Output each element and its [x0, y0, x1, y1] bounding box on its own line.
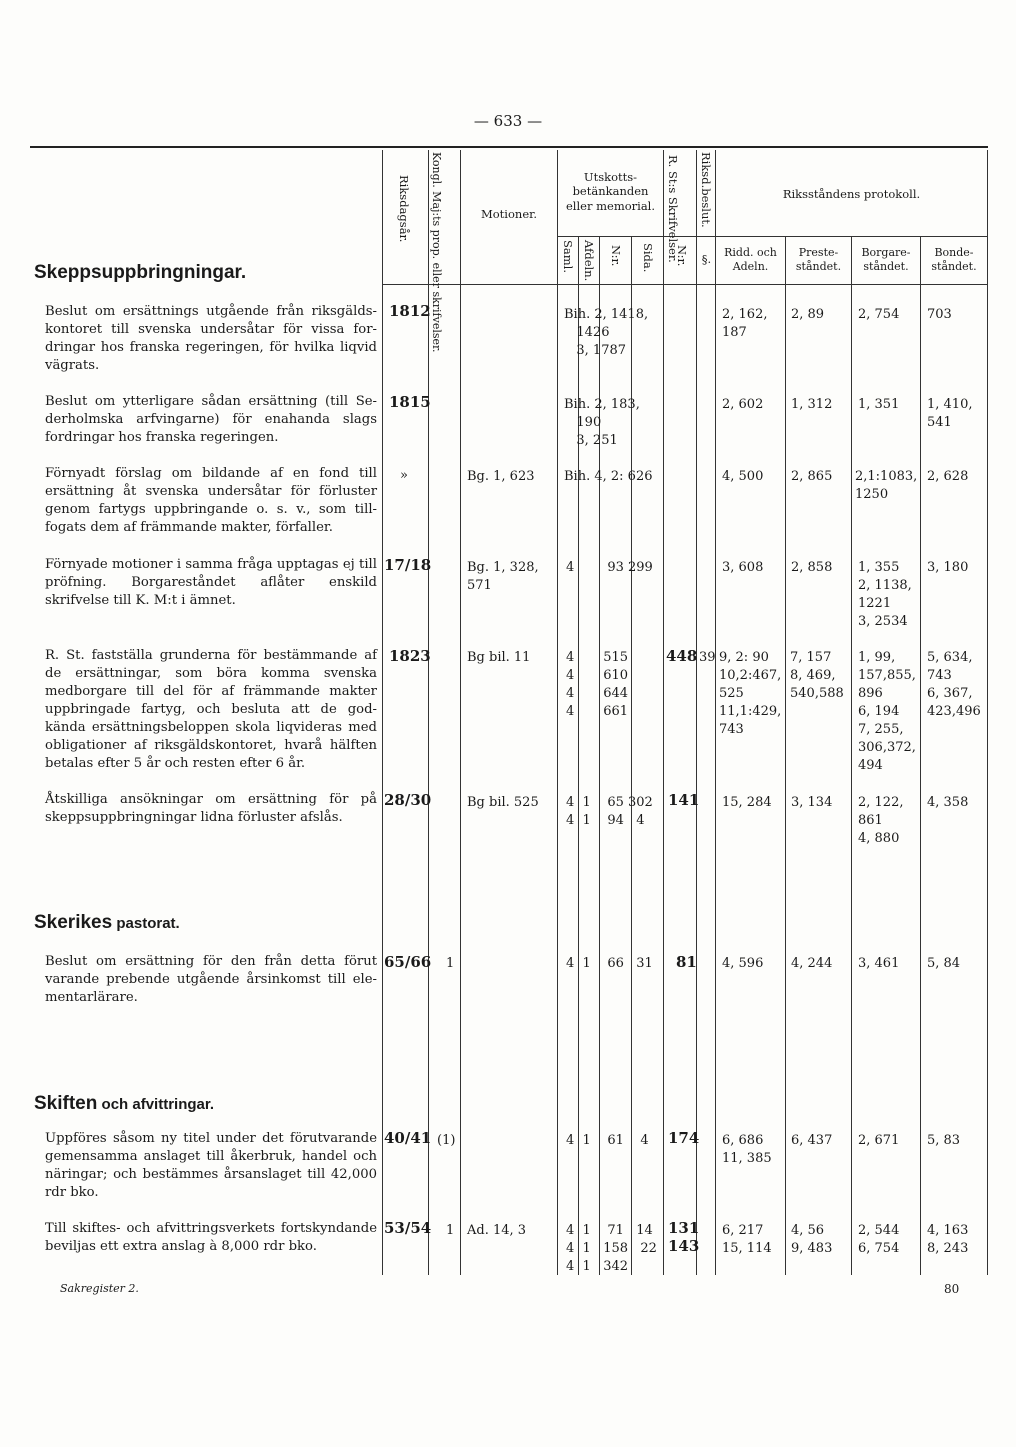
- row-prest: 2, 89: [791, 307, 825, 322]
- row-paragraph: 39: [699, 650, 716, 665]
- row-description: Beslut om ytterligare sådan ersättning (till Se-derholmska arfvingarne) för enahanda slags fordringar hos franska regeringen.: [45, 394, 377, 445]
- header-riksdagsar: Riksdagsår.: [397, 175, 411, 243]
- col-rule: [578, 236, 579, 1275]
- section-title: Skiften och afvittringar.: [34, 1093, 215, 1114]
- col-rule: [557, 150, 558, 1275]
- row-utskott: 4 1 65 302 4 1 94 4: [566, 795, 653, 828]
- header-borg: Borgare- ståndet.: [861, 246, 911, 273]
- section-title: Skerikes pastorat.: [34, 912, 180, 933]
- header-rsts: R. St:s Skrifvelser.: [666, 155, 680, 263]
- row-bond: 3, 180: [927, 560, 969, 575]
- row-bond: 5, 84: [927, 956, 961, 971]
- row-utskott: 4 1 66 31: [566, 956, 653, 971]
- header-afdeln: Afdeln.: [582, 240, 596, 282]
- row-description: Åtskilliga ansökningar om ersättning för på skeppsuppbringningar lidna förluster afslås.: [45, 792, 377, 825]
- row-borg: 2, 544 6, 754: [858, 1223, 900, 1256]
- row-proposition: 1: [446, 956, 455, 971]
- header-bond: Bonde- ståndet.: [931, 246, 977, 273]
- row-prest: 1, 312: [791, 397, 833, 412]
- row-ridd: 6, 217 15, 114: [722, 1223, 772, 1256]
- row-utskott: Bih. 2, 1418, 1426 3, 1787: [564, 307, 649, 358]
- row-prest: 4, 244: [791, 956, 833, 971]
- row-borg: 3, 461: [858, 956, 900, 971]
- col-rule: [851, 236, 852, 1275]
- row-bond: 4, 358: [927, 795, 969, 810]
- header-rsts-nr: N:r.: [675, 245, 689, 267]
- col-rule: [382, 150, 383, 1275]
- header-sub-rule: [557, 236, 987, 237]
- header-kongl: Kongl. Maj:ts prop. eller skrifvelser.: [430, 152, 443, 353]
- col-rule: [715, 150, 716, 1275]
- row-description: Uppföres såsom ny titel under det förutvarande gemensamma anslaget till åkerbruk, handel och näringar; och bestämmes årsanslaget till 42,000 rdr bko.: [45, 1131, 377, 1200]
- row-motion: Bg. 1, 328, 571: [467, 560, 539, 593]
- row-skrifvelse: 131 143: [668, 1219, 700, 1255]
- row-borg: 2, 122, 861 4, 880: [858, 795, 904, 846]
- header-protokoll: Riksståndens protokoll.: [782, 187, 921, 201]
- header-bottom-rule: [382, 284, 987, 285]
- row-bond: 5, 83: [927, 1133, 961, 1148]
- row-utskott: 4 1 61 4: [566, 1133, 649, 1148]
- col-rule: [696, 150, 697, 1275]
- row-motion: Ad. 14, 3: [467, 1223, 527, 1238]
- row-prest: 2, 858: [791, 560, 833, 575]
- row-bond: 5, 634, 743 6, 367, 423,496: [927, 650, 981, 719]
- row-prest: 7, 157 8, 469, 540,588: [790, 650, 844, 701]
- row-year: 1815: [389, 393, 431, 411]
- row-year: 53/54: [384, 1219, 432, 1237]
- row-prest: 4, 56 9, 483: [791, 1223, 833, 1256]
- col-rule: [785, 236, 786, 1275]
- page-number: — 633 —: [473, 112, 543, 130]
- row-borg: 1, 355 2, 1138, 1221 3, 2534: [858, 560, 912, 629]
- row-utskott: 4 93 299: [566, 560, 653, 575]
- row-year: 17/18: [384, 556, 432, 574]
- row-description: R. St. fastställa grunderna för bestämmande af de ersättningar, som böra komma svenska medborgare till del för af främmande makter uppbringade fartyg, och besluta att de god-kända ersättningsbeloppen skola liqvideras med obligationer af riksgäldskontoret, hvarå hälften betalas efter 5 år och resten efter 6 år.: [45, 648, 377, 771]
- row-borg: 2,1:1083, 1250: [855, 469, 918, 502]
- col-rule: [631, 236, 632, 1275]
- row-ridd: 2, 162, 187: [722, 307, 768, 340]
- row-ridd: 4, 500: [722, 469, 764, 484]
- row-utskott: 4 515 4 610 4 644 4 661: [566, 650, 629, 719]
- row-ridd: 2, 602: [722, 397, 764, 412]
- col-rule: [987, 150, 988, 1275]
- section-title: Skeppsuppbringningar.: [34, 262, 247, 283]
- row-utskott: Bih. 2, 183, 190 3, 251: [564, 397, 640, 448]
- col-rule: [460, 150, 461, 1275]
- row-ridd: 15, 284: [722, 795, 772, 810]
- row-proposition: 1: [446, 1223, 455, 1238]
- row-ridd: 3, 608: [722, 560, 764, 575]
- row-borg: 1, 351: [858, 397, 900, 412]
- row-motion: Bg bil. 11: [467, 650, 531, 665]
- row-motion: Bg. 1, 623: [467, 469, 535, 484]
- row-description: Förnyadt förslag om bildande af en fond till ersättning åt svenska undersåtar för förluster genom fartygs uppbringande o. s. v., som till-fogats dem af främmande makter, förfaller.: [45, 466, 377, 535]
- row-ridd: 6, 686 11, 385: [722, 1133, 772, 1166]
- header-paragraph: §.: [701, 252, 712, 266]
- row-bond: 1, 410, 541: [927, 397, 973, 430]
- row-utskott: 4 1 71 14 4 1 158 22 4 1 342: [566, 1223, 657, 1274]
- row-skrifvelse: 448: [666, 647, 698, 665]
- row-skrifvelse: 141: [668, 791, 700, 809]
- header-prest: Preste- ståndet.: [795, 246, 842, 273]
- row-year: 28/30: [384, 791, 432, 809]
- row-borg: 2, 754: [858, 307, 900, 322]
- row-prest: 6, 437: [791, 1133, 833, 1148]
- row-year: 65/66: [384, 953, 432, 971]
- row-description: Förnyade motioner i samma fråga upptagas ej till pröfning. Borgareståndet aflåter enskild skrifvelse till K. M:t i ämnet.: [45, 557, 377, 608]
- row-proposition: (1): [437, 1133, 456, 1148]
- top-rule: [30, 146, 988, 148]
- col-rule: [599, 236, 600, 1275]
- row-year: 40/41: [384, 1129, 432, 1147]
- row-bond: 703: [927, 307, 952, 322]
- row-borg: 1, 99, 157,855, 896 6, 194 7, 255, 306,372, 494: [858, 650, 916, 773]
- col-rule: [663, 150, 664, 1275]
- row-bond: 4, 163 8, 243: [927, 1223, 969, 1256]
- row-ridd: 9, 2: 90 10,2:467, 525 11,1:429, 743: [719, 650, 782, 737]
- header-riksd: Riksd.beslut.: [699, 152, 713, 228]
- row-description: Beslut om ersättnings utgående från riksgälds-kontoret till svenska undersåtar för vissa for-dringar hos franska regeringen, för hvilka liqvid vägrats.: [45, 304, 377, 373]
- header-sida: Sida.: [641, 243, 655, 273]
- row-ridd: 4, 596: [722, 956, 764, 971]
- footer-register: Sakregister 2.: [60, 1282, 139, 1295]
- row-prest: 2, 865: [791, 469, 833, 484]
- row-bond: 2, 628: [927, 469, 969, 484]
- header-ridd: Ridd. och Adeln.: [724, 246, 777, 273]
- header-utskotts: Utskotts- betänkanden eller memorial.: [565, 170, 656, 213]
- row-description: Beslut om ersättning för den från detta förut varande prebende utgående årsinkomst till ele-mentarlärare.: [45, 954, 377, 1005]
- row-skrifvelse: 174: [668, 1129, 700, 1147]
- row-prest: 3, 134: [791, 795, 833, 810]
- row-motion: Bg bil. 525: [467, 795, 539, 810]
- row-utskott: Bih. 4, 2: 626: [564, 469, 653, 484]
- row-year: 1823: [389, 647, 431, 665]
- footer-page: 80: [944, 1282, 960, 1296]
- header-motioner: Motioner.: [480, 207, 538, 221]
- row-year: 1812: [389, 302, 431, 320]
- row-description: Till skiftes- och afvittringsverkets fortskyndande beviljas ett extra anslag à 8,000 rdr bko.: [45, 1221, 377, 1254]
- row-skrifvelse: 81: [676, 953, 697, 971]
- row-borg: 2, 671: [858, 1133, 900, 1148]
- header-saml: Saml.: [561, 240, 575, 273]
- col-rule: [920, 236, 921, 1275]
- header-nr: N:r.: [609, 245, 623, 267]
- row-year: »: [400, 468, 408, 483]
